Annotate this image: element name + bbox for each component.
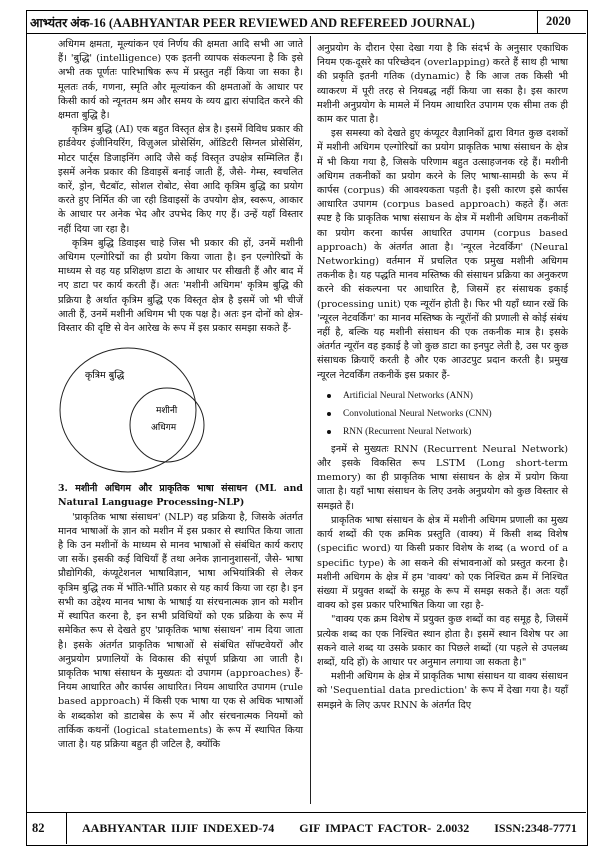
venn-outer-label: कृत्रिम बुद्धि [85, 370, 125, 382]
paragraph: इस समस्या को देखते हुए कंप्यूटर वैज्ञानिकों द्वारा विगत कुछ दशकों में मशीनी अधिगम एल्गोरिद्मों का प्रयोग प्राकृतिक भाषा संसाधन के क्षेत्र में भी किया गया है, जिसके परिणाम बहुत उत्साहजनक रहे हैं। मशीनी अधिगम तकनीकों का प्रयोग करने के लिए भाषा-सामग्री के रूप में कार्पस (corpus) की आवश्यकता पड़ती है। इसी कारण इसे कार्पस आधारित उपागम (corpus based approach) कहते हैं। अतः स्पष्ट है कि प्राकृतिक भाषा संसाधन के क्षेत्र में मशीनी अधिगम तकनीकों का प्रयोग करना कार्पस आधारित उपागम (corpus based approach) के अंतर्गत आता है। 'न्यूरल नेटवर्किंग' (Neural Networking) वर्तमान में प्रचलित एक प्रमुख मशीनी अधिगम तकनीक है। यह पद्धति मानव मस्तिष्क की संसाधन प्रक्रिया का अनुकरण करने की संकल्पना पर आधारित है, जिसमें हर संसाधक इकाई (processing unit) एक न्यूरॉन होती है। फिर भी यहाँ ध्यान रखें कि 'न्यूरल नेटवर्किंग' का मानव मस्तिष्क के न्यूरॉनों की प्रणाली से कोई संबंध नहीं है, बल्कि यह मशीनी संसाधन की एक तकनीक मात्र है। इसके अंतर्गत न्यूरॉन वह इकाई है जो कुछ डाटा का इनपुट लेती है, उस पर कुछ संसाधक क्रियाएँ करती है और एक आउटपुट प्रदान करती है। प्रमुख न्यूरल नेटवर्किंग तकनीकें इस प्रकार हैं- [317, 128, 568, 381]
journal-year: 2020 [546, 14, 571, 28]
paragraph: प्राकृतिक भाषा संसाधन के क्षेत्र में मशीनी अधिगम प्रणाली का मुख्य कार्य शब्दों की एक क्रमिक प्रस्तुति (वाक्य) में किसी शब्द विशेष (specific word) या किसी प्रकार विशेष के शब्द (a word of a specific type) के आ सकने की संभावनाओं को प्रस्तुत करना है। मशीनी अधिगम के क्षेत्र में हम 'वाक्य' को एक निश्चित क्रम में निश्चित संख्या में प्रयुक्त शब्दों के समूह के रूप में समझ सकते हैं। अतः यहाँ वाक्य को इस प्रकार परिभाषित किया जा रहा है- [317, 514, 568, 612]
paragraph: मशीनी अधिगम के क्षेत्र में प्राकृतिक भाषा संसाधन या वाक्य संसाधन को 'Sequential data prediction' के रूप में देखा गया है। यहाँ समझने के लिए ऊपर RNN के अंतर्गत दिए [317, 671, 568, 711]
list-item: Convolutional Neural Networks (CNN) [327, 405, 568, 423]
venn-svg [58, 340, 303, 482]
header-divider [537, 10, 538, 34]
paragraph: कृत्रिम बुद्धि डिवाइस चाहे जिस भी प्रकार की हों, उनमें मशीनी अधिगम एल्गोरिद्मों का ही प्रयोग किया जाता है। इन एल्गोरिद्मों के माध्यम से वह यह प्रशिक्षण डाटा के आधार पर सीखती हैं और बाद में नए डाटा पर कार्य करती हैं। अतः 'मशीनी अधिगम' कृत्रिम बुद्धि की प्रक्रिया है अर्थात कृत्रिम बुद्धि एक विस्तृत क्षेत्र है इसमें जो भी चीजें आती हैं, उनमें मशीनी अधिगम भी एक पक्ष है। अतः इन दोनों को क्षेत्र-विस्तार की दृष्टि से वेन आरेख के रूप में इस प्रकार समझा सकते हैं- [58, 237, 303, 335]
footer-info [82, 821, 577, 836]
list-item: RNN (Recurrent Neural Network) [327, 423, 568, 441]
issn: ISSN:2348-7771 [494, 821, 577, 835]
paragraph: अनुप्रयोग के दौरान ऐसा देखा गया है कि संदर्भ के अनुसार एकाधिक नियम एक-दूसरे का परिच्छेदन (overlapping) करते हैं साथ ही भाषा की प्रकृति इतनी गतिक (dynamic) है कि आज तक किसी भी व्याकरण में पूरी तरह से नियबद्ध नहीं किया जा सका है। इस कारण मशीनी अनुप्रयोग के मामले में नियम आधारित उपागम एक सीमा तक ही काम कर पाता है। [317, 43, 568, 126]
paragraph: कृत्रिम बुद्धि (AI) एक बहुत विस्तृत क्षेत्र है। इसमें विविध प्रकार की हार्डवेयर इंजीनियरिंग, विज़ुअल प्रोसेसिंग, ऑडिटरी सिग्नल प्रोसेसिंग, मोटर पार्ट्स डिजाइनिंग आदि जैसे कई विस्तृत उपक्षेत्र सम्मिलित हैं। इसमें अनेक प्रकार की डिवाइसें बनाई जाती हैं, जैसे- गेम्स, स्वचलित कारें, ड्रोन, चैटबॉट, सोशल रोबोट, सेवा आदि कृत्रिम बुद्धि का प्रयोग करते हुए निर्मित की जा रही डिवाइसों के उपयोग क्षेत्र, स्वरूप, आकार के आधार पर अनेक भेद और उपभेद किए गए हैं। उन्हें यहाँ विस्तार नहीं दिया जा रहा है। [58, 124, 303, 235]
column-divider [310, 36, 311, 804]
venn-diagram [58, 340, 303, 482]
left-column [58, 38, 303, 752]
section-heading: 3. मशीनी अधिगम और प्राकृतिक भाषा संसाधन (ML and Natural Language Processing-NLP) [58, 483, 303, 509]
list-item: Artificial Neural Networks (ANN) [327, 387, 568, 405]
page-number: 82 [32, 821, 45, 835]
journal-title: आभ्यंतर अंक-16 (AABHYANTAR PEER REVIEWED AND REFEREED JOURNAL) [30, 16, 475, 30]
paragraph: अधिगम क्षमता, मूल्यांकन एवं निर्णय की क्षमता आदि सभी आ जाते हैं। 'बुद्धि' (intelligence) एक इतनी व्यापक संकल्पना है कि इसे अभी तक पूर्णतः पारिभाषिक रूप में प्रस्तुत नहीं किया जा सका है। मूलतः तर्क, गणना, स्मृति और मूल्यांकन की क्षमताओं के आधार पर किसी कार्य को न्यूनतम श्रम और समय के व्यय द्वारा संपादित करने की क्षमता बुद्धि है। [58, 39, 303, 122]
footer-divider [66, 813, 67, 844]
page-footer [26, 812, 586, 844]
impact-factor: GIF IMPACT FACTOR- 2.0032 [299, 821, 470, 835]
venn-inner-label-2: अधिगम [151, 423, 177, 434]
paragraph: इनमें से मुख्यतः RNN (Recurrent Neural Network) और इसके विकसित रूप LSTM (Long short-term memory) का ही प्राकृतिक भाषा संसाधन के क्षेत्र में प्रयोग किया जाता है। यहाँ भाषा संसाधन के लिए उनके अनुप्रयोग को कुछ विस्तार से समझते हैं। [317, 443, 568, 512]
index-info: AABHYANTAR IIJIF INDEXED-74 [82, 821, 275, 835]
venn-inner-label-1: मशीनी [156, 406, 178, 417]
right-column [317, 42, 568, 713]
definition-quote: "वाक्य एक क्रम विशेष में प्रयुक्त कुछ शब्दों का वह समूह है, जिसमें प्रत्येक शब्द का एक निश्चित स्थान होता है। इसमें स्थान विशेष पर आ सकने वाले शब्द या उसके प्रकार का पिछले शब्दों (या पहले से उपलब्ध शब्दों, यदि हों) के आधार पर अनुमान लगाया जा सकता है।" [317, 614, 568, 668]
paragraph: 'प्राकृतिक भाषा संसाधन' (NLP) वह प्रक्रिया है, जिसके अंतर्गत मानव भाषाओं के ज्ञान को मशीन में इस प्रकार से स्थापित किया जाता है कि उन मशीनों के माध्यम से मानव भाषाओं से संबंधित कार्य कराए जा सकें। इसकी कई विधियाँ हैं तथा अनेक ज्ञानानुशासनों, जैसे- भाषा प्रौद्योगिकी, कंप्यूटेशनल भाषाविज्ञान, भाषा अभियांत्रिकी से लेकर कृत्रिम बुद्धि तक में भाँति-भाँति प्रकार से यह कार्य किया जा रहा है। इन सभी का उद्देश्य मानव भाषा के भाषाई या संरचनात्मक ज्ञान को मशीन में स्थापित करना है, इन सभी प्रविधियों को एक प्रक्रिया के रूप में समेकित रूप से देखते हुए 'प्राकृतिक भाषा संसाधन' नाम दिया जाता है। इसके अंतर्गत प्राकृतिक भाषाओं से संबंधित सॉफ्टवेयरों और अनुप्रयोग प्रणालियों के विकास की संपूर्ण प्रक्रिया आ जाती है। प्राकृतिक भाषा संसाधन के मुख्यतः दो उपागम (approaches) हैं- नियम आधारित और कार्पस आधारित। नियम आधारित उपागम (rule based approach) में किसी एक भाषा या एक से अधिक भाषाओं के शब्दकोश को डाटाबेस के रूप में और संरचनात्मक नियमों को तार्किक कथनों (logical statements) के रूप में स्थापित किया जाता है। यह प्रक्रिया बहुत ही जटिल है, क्योंकि [58, 511, 303, 750]
page-header [26, 10, 586, 34]
neural-network-list [317, 387, 568, 441]
